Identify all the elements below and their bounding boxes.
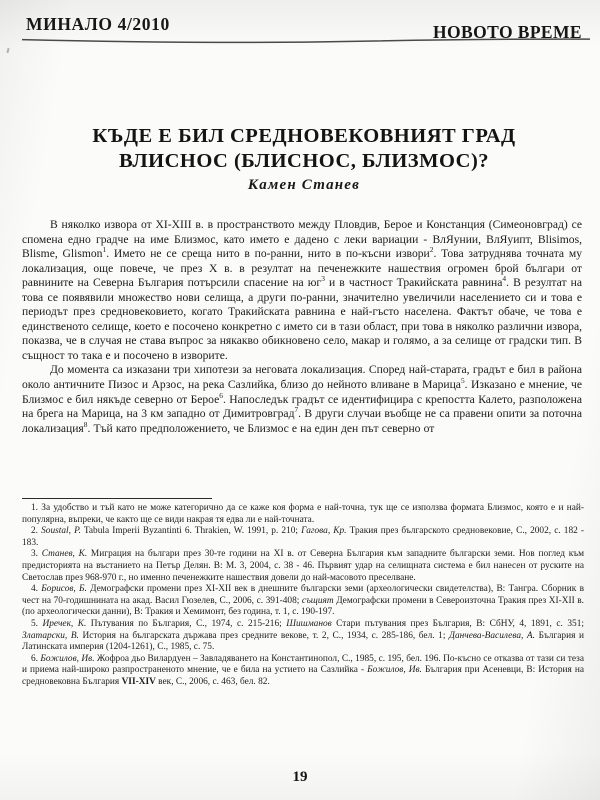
footnote-citation-author: Божилов, Ив. bbox=[40, 653, 95, 664]
title-block bbox=[30, 124, 578, 194]
footnote-citation-author: Божилов, Ив. bbox=[367, 665, 422, 676]
footnote-ref-5: 5 bbox=[460, 376, 465, 386]
body-paragraph-1-segment-4: и в частност Тракийската равнина bbox=[324, 276, 503, 290]
body-paragraph-1-segment-3: . Това затруднява точната му локализация, още повече, че през X в. в резултат на печенежките нашествия огромен брой българи от равнините на Северна България потърсили спасение на юг bbox=[22, 247, 582, 290]
footnote-citation-author: Шишманов bbox=[286, 618, 332, 629]
body-paragraph-2 bbox=[22, 363, 582, 436]
footnote-item bbox=[22, 654, 584, 689]
body-paragraph-2-segment-2: . Изказано е мнение, че Близмос е бил някъде северно от Берое bbox=[22, 378, 582, 406]
footnote-citation-author: Иречек, К. bbox=[42, 618, 87, 629]
running-head-left: МИНАЛО 4/2010 bbox=[26, 14, 170, 34]
footnote-citation-author: Златарски, В. bbox=[22, 630, 79, 641]
footnote-number: 6. bbox=[31, 653, 39, 664]
footnote-text: Божилов, Ив. Жофроа дьо Вилардуен – Завладяването на Константинопол, С., 1985, с. 195, бел. 196. По-късно се отказва от тази си теза и приема най-широко разпространеното мнение, че е била на устието на Сазлийка - Божилов, Ив. България при Асеневци, В: История на средновековна България VII-XIV век, С., 2006, с. 463, бел. 82. bbox=[22, 653, 584, 687]
body-paragraph-2-segment-1: До момента са изказани три хипотези за неговата локализация. Според най-старата, градът е бил в района около античните Пизос и Арзос, на река Сазлийка, близо до нейното вливане в Марица bbox=[22, 363, 582, 392]
footnote-ref-2: 2 bbox=[429, 245, 434, 255]
page-title-line-2: ВЛИСНОС (БЛИСНОС, БЛИЗМОС)? bbox=[118, 150, 490, 172]
body-paragraph-1-segment-1: В няколко извора от XI-XIII в. в пространството между Пловдив, Берое и Констанция (Симеоновград) се спомена едно градче на име Близмос, като името е дадено с леки вариации - ВлЯунии, ВлЯуипт, Blisimos, Blisme, Glismon bbox=[22, 218, 582, 261]
page-title bbox=[30, 124, 578, 174]
footnote-ref-4: 4 bbox=[502, 274, 507, 284]
body-paragraph-1 bbox=[22, 218, 582, 363]
footnote-ref-1: 1 bbox=[102, 245, 107, 255]
footnote-number: 2. bbox=[31, 526, 39, 537]
footnote-number: 1. bbox=[31, 503, 39, 513]
article-author: Камен Станев bbox=[247, 177, 361, 193]
body-paragraph-2-segment-4: . В други случаи въобще не са правени опити за поточна локализация bbox=[22, 407, 582, 435]
footnote-text: Станев, К. Миграция на българи през 30-те години на XI в. от Северна България към западните български земи. Нов поглед към предисторията на въстанието на Петър Делян. В: М. 3, 2004, с. 38 - 46. Първият удар на селищната система е бил нанесен от руските на Светослав през 968-970 г., но именно печенежките нашествия довели до най-масовото преселване. bbox=[22, 549, 584, 583]
footnote-ref-6: 6 bbox=[219, 390, 223, 400]
footnote-citation-author: Гагова, Кр. bbox=[301, 526, 347, 537]
footnote-number: 5. bbox=[31, 618, 39, 629]
footnote-item bbox=[22, 526, 584, 549]
footnote-item bbox=[22, 503, 584, 526]
footnote-text: Иречек, К. Пътувания по България, С., 1974, с. 215-216; Шишманов Стари пътувания през България, В: СбНУ, 4, 1891, с. 351; Златарски, В. История на българската държава през средните векове, т. 2, С., 1934, с. 285-186, бел. 1; Данчева-Василева, А. България и Латинската империя (1204-1261), С., 1985, с. 75. bbox=[22, 618, 584, 653]
footnote-citation-author: Борисов, Б. bbox=[41, 584, 87, 595]
page-title-line-1: КЪДЕ Е БИЛ СРЕДНОВЕКОВНИЯТ ГРАД bbox=[92, 125, 516, 147]
body-text-column bbox=[22, 218, 582, 436]
footnote-citation-author: Soustal, P. bbox=[41, 526, 81, 537]
page-number: 19 bbox=[292, 769, 308, 785]
footnote-ref-3: 3 bbox=[321, 274, 325, 284]
footnote-citation-author: Данчева-Василева, А. bbox=[449, 630, 535, 641]
footnote-number: 4. bbox=[31, 584, 39, 595]
footnote-list bbox=[22, 503, 584, 689]
footnote-item bbox=[22, 584, 584, 619]
footnote-citation-author: същият bbox=[301, 595, 334, 606]
running-head-rule bbox=[22, 38, 590, 44]
footnote-citation-author: Станев, К. bbox=[41, 549, 88, 560]
footnote-century-range: VII-XIV bbox=[121, 676, 156, 687]
footnote-ref-7: 7 bbox=[294, 405, 299, 415]
running-head-right: НОВОТО ВРЕМЕ bbox=[433, 22, 582, 42]
footnote-text: За удобство и тъй като не може категорично да се каже коя форма е най-точна, тук ще се използва формата Близмос, която е и най-популярна, въпреки, че както ще се види накрая тя едва ли е най-точната. bbox=[22, 503, 584, 525]
footnote-text: Борисов, Б. Демографски промени през XI-XII век в днешните български земи (археологически свидетелства), В: Тангра. Сборник в чест на 70-годишнината на акад. Васил Гюзелев, С., 2006, с. 391-408; същият Демографски промени в Североизточна Тракия през XI-XII в. (по археологически данни), В: Тракия и Хемимонт, без година, т. 1, с. 190-197. bbox=[22, 584, 584, 618]
scan-speck bbox=[6, 48, 9, 53]
body-paragraph-1-segment-5: . В резултат на това се появявили множество нови селища, а други по-ранни, значително увеличили населението си и това е периодът през средновековието, когато Тракийската равнина е най-гъсто населена. Фактът обаче, че това е единственото селище, което е посочено конкретно с името си в тази област, при това в няколко различни извора, показва, че в случая не става въпрос за някакво обикновено село, макар и голямо, а за селище от градски тип. В същност то така е и посочено в изворите. bbox=[22, 276, 582, 362]
footnote-item bbox=[22, 549, 584, 584]
body-paragraph-2-segment-3: . Напоследък градът се идентифицира с крепостта Калето, разположена на брега на Марица, на 3 км западно от Димитровград bbox=[22, 392, 582, 421]
body-paragraph-1-segment-2: . Името не се среща нито в по-ранни, нито в по-късни извори bbox=[106, 247, 430, 261]
footnote-number: 3. bbox=[31, 549, 39, 560]
footnote-ref-8: 8 bbox=[83, 419, 88, 429]
footnote-item bbox=[22, 619, 584, 654]
footnote-separator bbox=[22, 498, 212, 499]
body-paragraph-2-segment-5: . Тъй като предположението, че Близмос е на един ден път северно от bbox=[87, 421, 435, 435]
footnote-text: Soustal, P. Tabula Imperii Byzantinti 6. Thrakien, W. 1991, p. 210; Гагова, Кр. Тракия през българското средновековие, С., 2002, с. 182 - 183. bbox=[22, 526, 585, 548]
